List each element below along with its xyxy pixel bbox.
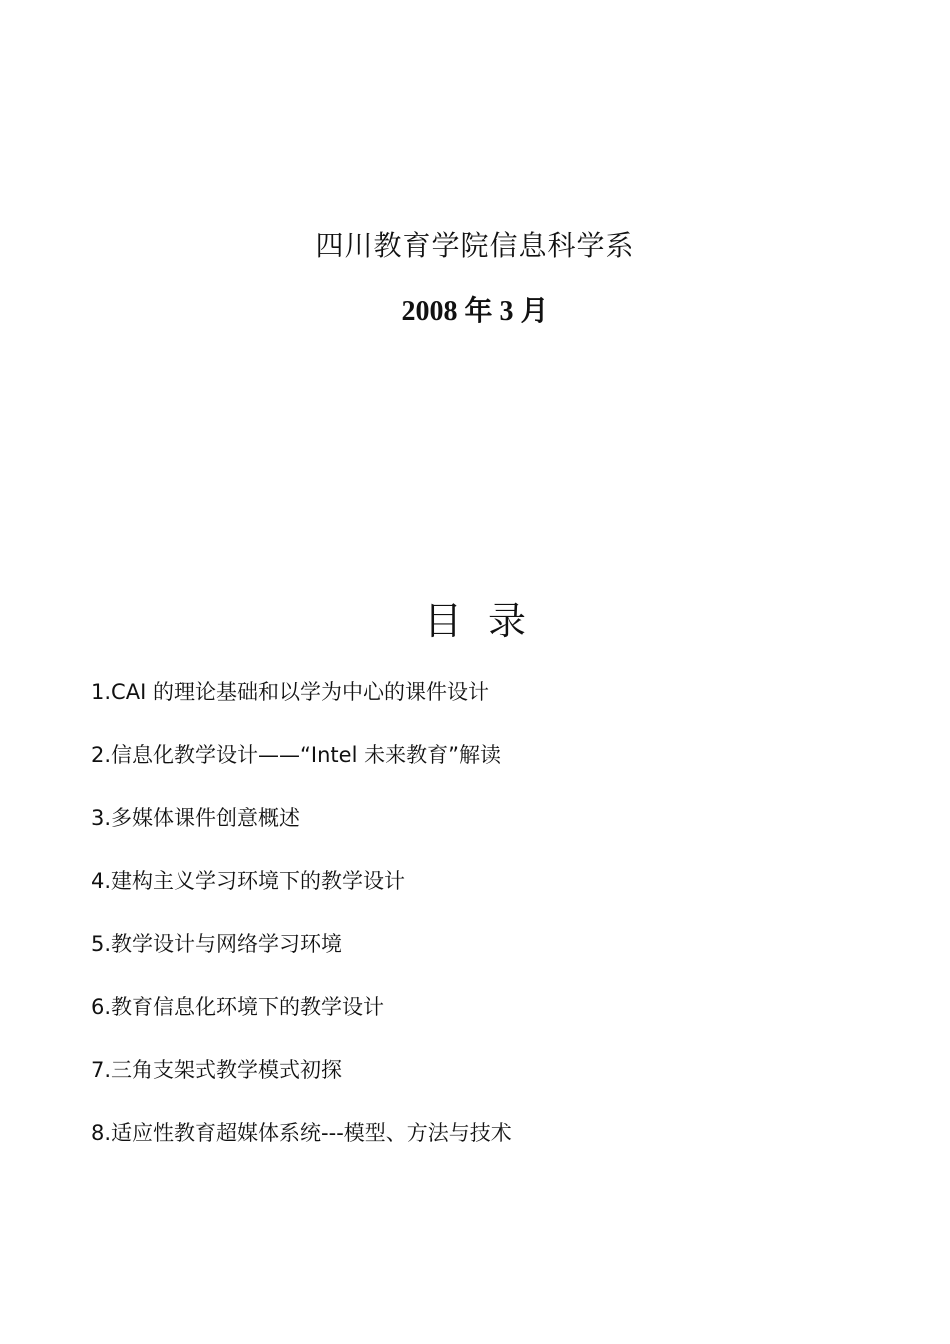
toc-item-number: 1. — [91, 680, 112, 704]
toc-item-number: 6. — [91, 995, 112, 1019]
toc-item-title: 信息化教学设计——“Intel 未来教育”解读 — [111, 743, 501, 767]
toc-item-number: 4. — [91, 869, 112, 893]
toc-item-number: 7. — [91, 1058, 112, 1082]
toc-item-number: 2. — [91, 743, 112, 767]
toc-item-title: 三角支架式教学模式初探 — [111, 1058, 343, 1082]
toc-item — [91, 865, 512, 928]
toc-item-title: CAI 的理论基础和以学为中心的课件设计 — [111, 680, 489, 704]
toc-item — [91, 676, 512, 739]
toc-item-number: 3. — [91, 806, 112, 830]
toc-item — [91, 1054, 512, 1117]
toc-item — [91, 991, 512, 1054]
institution-name: 四川教育学院信息科学系 — [315, 229, 635, 262]
toc-item — [91, 802, 512, 865]
toc-item — [91, 1117, 512, 1180]
toc-item — [91, 739, 512, 802]
toc-item-title: 建构主义学习环境下的教学设计 — [111, 869, 406, 893]
toc-list — [91, 676, 512, 1180]
toc-item-title: 多媒体课件创意概述 — [111, 806, 301, 830]
toc-item-title: 教学设计与网络学习环境 — [111, 932, 343, 956]
publication-date: 2008 年 3 月 — [401, 296, 549, 327]
toc-item-title: 教育信息化环境下的教学设计 — [111, 995, 385, 1019]
toc-item — [91, 928, 512, 991]
toc-item-title: 适应性教育超媒体系统---模型、方法与技术 — [111, 1121, 512, 1145]
toc-title: 目录 — [423, 599, 552, 643]
toc-item-number: 8. — [91, 1121, 112, 1145]
toc-item-number: 5. — [91, 932, 112, 956]
